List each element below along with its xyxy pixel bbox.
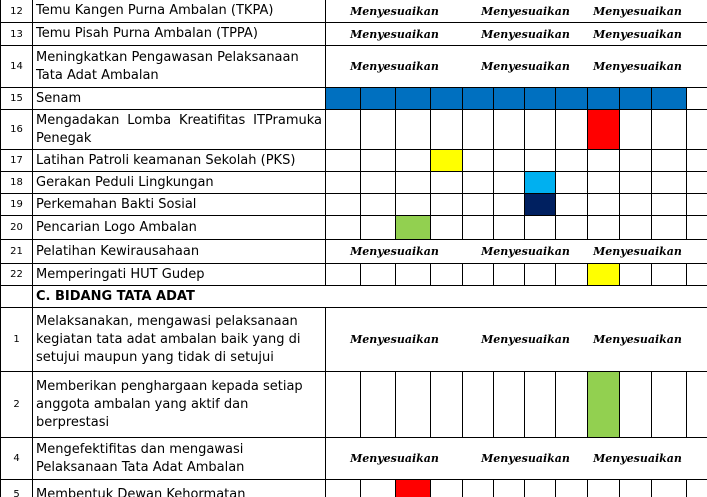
schedule-cell <box>361 110 396 149</box>
keterangan-menyesuaikan: Menyesuaikan <box>593 333 682 346</box>
schedule-cell <box>556 216 588 239</box>
schedule-cell <box>525 216 556 239</box>
schedule-cell <box>326 216 361 239</box>
activity-text: Gerakan Peduli Lingkungan <box>36 174 214 190</box>
schedule-cell <box>525 372 556 437</box>
schedule-cell <box>463 110 494 149</box>
activity-text: Melaksanakan, mengawasi pelaksanaan kegiatan tata adat ambalan baik yang di setujui maupun yang tidak di setujui <box>36 313 301 365</box>
schedule-grid <box>326 0 707 22</box>
schedule-cell <box>525 480 556 497</box>
schedule-cell <box>652 150 687 171</box>
schedule-cell <box>326 480 361 497</box>
schedule-cell <box>494 480 525 497</box>
schedule-cell <box>463 194 494 215</box>
table-row <box>0 438 707 480</box>
activity-text: Perkemahan Bakti Sosial <box>36 196 197 212</box>
row-number: 17 <box>0 150 33 171</box>
schedule-cell <box>396 150 431 171</box>
schedule-cell <box>494 216 525 239</box>
schedule-cell <box>326 264 361 285</box>
keterangan-menyesuaikan: Menyesuaikan <box>350 452 439 465</box>
schedule-cell <box>556 264 588 285</box>
schedule-grid <box>326 46 707 87</box>
activity-cell <box>33 46 326 87</box>
keterangan-menyesuaikan: Menyesuaikan <box>593 245 682 258</box>
schedule-cell <box>396 110 431 149</box>
keterangan-menyesuaikan: Menyesuaikan <box>350 60 439 73</box>
activity-text: Pencarian Logo Ambalan <box>36 219 197 235</box>
schedule-cell <box>463 88 494 109</box>
activity-cell <box>33 172 326 193</box>
schedule-grid <box>326 23 707 45</box>
section-title: C. BIDANG TATA ADAT <box>36 288 195 304</box>
table-row <box>0 150 707 172</box>
schedule-cell <box>494 88 525 109</box>
schedule-cell <box>652 194 687 215</box>
schedule-cell <box>361 194 396 215</box>
schedule-cell <box>396 216 431 239</box>
activity-cell <box>33 23 326 45</box>
row-number: 16 <box>0 110 33 149</box>
schedule-cell <box>620 480 652 497</box>
keterangan-menyesuaikan: Menyesuaikan <box>593 4 682 18</box>
schedule-cell <box>431 110 463 149</box>
schedule-grid <box>326 438 707 479</box>
keterangan-menyesuaikan: Menyesuaikan <box>481 60 570 73</box>
keterangan-menyesuaikan: Menyesuaikan <box>350 333 439 346</box>
schedule-grid <box>326 264 707 285</box>
schedule-cell <box>361 88 396 109</box>
schedule-cell <box>326 172 361 193</box>
row-number: 21 <box>0 240 33 263</box>
row-number: 20 <box>0 216 33 239</box>
schedule-cell <box>588 194 620 215</box>
schedule-cell <box>556 110 588 149</box>
schedule-cell <box>652 110 687 149</box>
keterangan-menyesuaikan: Menyesuaikan <box>350 4 439 18</box>
row-number: 12 <box>0 0 33 22</box>
table-row <box>0 194 707 216</box>
keterangan-menyesuaikan: Menyesuaikan <box>481 245 570 258</box>
schedule-cell <box>588 110 620 149</box>
schedule-cell <box>652 480 687 497</box>
schedule-cell <box>361 216 396 239</box>
schedule-cell <box>326 150 361 171</box>
activity-cell <box>33 264 326 285</box>
schedule-cell <box>494 372 525 437</box>
schedule-cell <box>361 480 396 497</box>
schedule-cell <box>525 172 556 193</box>
schedule-cell <box>494 150 525 171</box>
schedule-cell <box>652 372 687 437</box>
activity-cell <box>33 308 326 371</box>
activity-text: Mengadakan Lomba Kreatifitas ITPramuka Penegak <box>36 112 322 146</box>
table-row <box>0 110 707 150</box>
activity-cell <box>33 438 326 479</box>
row-number: 1 <box>0 308 33 371</box>
activity-cell <box>33 194 326 215</box>
schedule-cell <box>556 480 588 497</box>
row-number: 18 <box>0 172 33 193</box>
schedule-cell <box>652 216 687 239</box>
schedule-cell <box>326 194 361 215</box>
activity-text: Temu Pisah Purna Ambalan (TPPA) <box>36 26 258 41</box>
row-number: 19 <box>0 194 33 215</box>
schedule-cell <box>431 194 463 215</box>
schedule-grid <box>326 150 707 171</box>
activity-text: Pelatihan Kewirausahaan <box>36 243 200 259</box>
section-row <box>0 286 707 308</box>
keterangan-menyesuaikan: Menyesuaikan <box>593 452 682 465</box>
activity-text: Memperingati HUT Gudep <box>36 266 205 282</box>
schedule-cell <box>620 194 652 215</box>
schedule-cell <box>494 194 525 215</box>
activity-cell <box>33 480 326 497</box>
schedule-cell <box>652 88 687 109</box>
schedule-cell <box>431 150 463 171</box>
schedule-cell <box>588 480 620 497</box>
schedule-cell <box>588 264 620 285</box>
activity-text: Meningkatkan Pengawasan Pelaksanaan Tata Adat Ambalan <box>36 49 299 83</box>
activity-text: Mengefektifitas dan mengawasi Pelaksanaan Tata Adat Ambalan <box>36 441 245 475</box>
schedule-grid <box>326 172 707 193</box>
schedule-cell <box>620 110 652 149</box>
schedule-cell <box>525 194 556 215</box>
activity-cell <box>33 216 326 239</box>
schedule-cell <box>620 264 652 285</box>
activity-cell <box>33 372 326 437</box>
schedule-cell <box>326 110 361 149</box>
table-row <box>0 372 707 438</box>
schedule-cell <box>588 88 620 109</box>
schedule-cell <box>620 88 652 109</box>
schedule-cell <box>620 150 652 171</box>
schedule-cell <box>463 216 494 239</box>
schedule-cell <box>556 150 588 171</box>
activity-text: Temu Kangen Purna Ambalan (TKPA) <box>36 3 274 18</box>
schedule-cell <box>652 264 687 285</box>
keterangan-menyesuaikan: Menyesuaikan <box>593 60 682 73</box>
schedule-cell <box>556 172 588 193</box>
schedule-cell <box>431 264 463 285</box>
table-row <box>0 23 707 46</box>
row-number: 4 <box>0 438 33 479</box>
schedule-cell <box>556 194 588 215</box>
schedule-cell <box>494 172 525 193</box>
schedule-cell <box>556 88 588 109</box>
schedule-grid <box>326 480 707 497</box>
table-row <box>0 172 707 194</box>
schedule-cell <box>431 480 463 497</box>
schedule-cell <box>326 88 361 109</box>
row-number: 2 <box>0 372 33 437</box>
row-number: 5 <box>0 480 33 497</box>
schedule-cell <box>463 264 494 285</box>
keterangan-menyesuaikan: Menyesuaikan <box>481 4 570 18</box>
keterangan-menyesuaikan: Menyesuaikan <box>350 27 439 41</box>
schedule-cell <box>431 172 463 193</box>
schedule-cell <box>396 480 431 497</box>
schedule-grid <box>326 240 707 263</box>
schedule-cell <box>620 372 652 437</box>
keterangan-menyesuaikan: Menyesuaikan <box>481 333 570 346</box>
schedule-grid <box>326 110 707 149</box>
schedule-cell <box>494 264 525 285</box>
schedule-grid <box>326 216 707 239</box>
schedule-grid <box>326 88 707 109</box>
schedule-cell <box>463 372 494 437</box>
schedule-cell <box>620 172 652 193</box>
table-row <box>0 308 707 372</box>
activity-cell <box>33 150 326 171</box>
activity-cell <box>33 110 326 149</box>
schedule-cell <box>525 88 556 109</box>
activity-cell <box>33 88 326 109</box>
schedule-cell <box>463 480 494 497</box>
table-row <box>0 46 707 88</box>
schedule-cell <box>326 372 361 437</box>
schedule-cell <box>396 264 431 285</box>
keterangan-menyesuaikan: Menyesuaikan <box>350 245 439 258</box>
schedule-cell <box>588 150 620 171</box>
schedule-cell <box>525 264 556 285</box>
schedule-cell <box>620 216 652 239</box>
table-row <box>0 88 707 110</box>
schedule-cell <box>431 88 463 109</box>
schedule-cell <box>361 264 396 285</box>
activity-cell <box>33 0 326 22</box>
schedule-cell <box>588 216 620 239</box>
schedule-cell <box>396 88 431 109</box>
schedule-cell <box>494 110 525 149</box>
schedule-cell <box>361 372 396 437</box>
schedule-cell <box>525 150 556 171</box>
table-row <box>0 480 707 497</box>
schedule-cell <box>431 216 463 239</box>
schedule-cell <box>463 172 494 193</box>
keterangan-menyesuaikan: Menyesuaikan <box>481 27 570 41</box>
schedule-cell <box>396 194 431 215</box>
schedule-cell <box>556 372 588 437</box>
activity-text: Senam <box>36 90 82 106</box>
schedule-cell <box>588 372 620 437</box>
schedule-grid <box>326 194 707 215</box>
schedule-cell <box>588 172 620 193</box>
schedule-cell <box>431 372 463 437</box>
activity-text: Memberikan penghargaan kepada setiap anggota ambalan yang aktif dan berprestasi <box>36 378 303 430</box>
keterangan-menyesuaikan: Menyesuaikan <box>593 27 682 41</box>
table-row <box>0 240 707 264</box>
row-number: 22 <box>0 264 33 285</box>
section-grid <box>326 286 707 307</box>
activity-text: Membentuk Dewan Kehormatan <box>36 486 246 497</box>
schedule-cell <box>396 172 431 193</box>
row-number: 15 <box>0 88 33 109</box>
table-row <box>0 216 707 240</box>
table-row <box>0 264 707 286</box>
row-number: 14 <box>0 46 33 87</box>
schedule-cell <box>525 110 556 149</box>
schedule-cell <box>396 372 431 437</box>
keterangan-menyesuaikan: Menyesuaikan <box>481 452 570 465</box>
schedule-cell <box>652 172 687 193</box>
activity-text: Latihan Patroli keamanan Sekolah (PKS) <box>36 152 296 168</box>
row-number-cell <box>0 286 33 307</box>
row-number: 13 <box>0 23 33 45</box>
schedule-grid <box>326 372 707 437</box>
activity-cell <box>33 240 326 263</box>
schedule-cell <box>463 150 494 171</box>
schedule-cell <box>361 172 396 193</box>
table-row <box>0 0 707 23</box>
schedule-grid <box>326 308 707 371</box>
schedule-cell <box>361 150 396 171</box>
